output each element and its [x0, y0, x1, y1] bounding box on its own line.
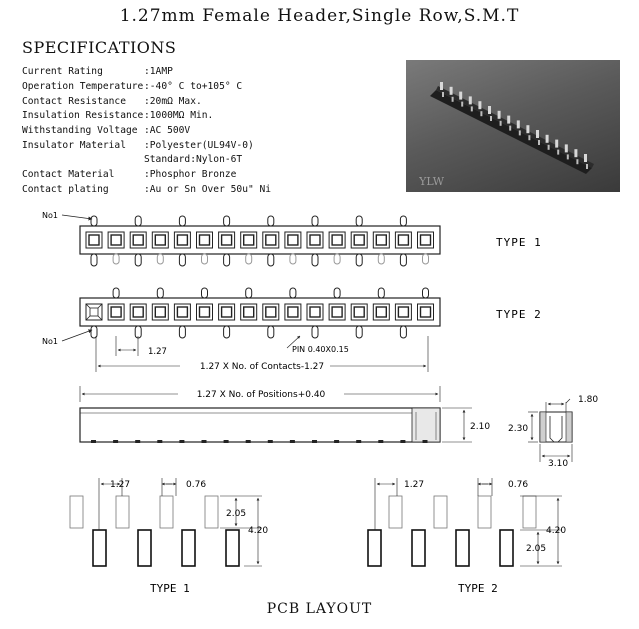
contact-inner	[111, 307, 121, 317]
pcb1-top-pads	[70, 496, 218, 528]
pcb-layout-type2	[368, 478, 566, 566]
pcb1-pad-width-label: 0.76	[186, 480, 207, 490]
pcb-pad	[500, 530, 513, 566]
pcb2-bottom-pads	[368, 530, 513, 566]
front-pin	[423, 440, 428, 443]
pcb-layout-title: PCB LAYOUT	[266, 601, 373, 617]
spec-label: Current Rating	[22, 66, 103, 77]
spec-value: Standard:Nylon-6T	[144, 154, 243, 165]
pcb2-gap-label: 2.05	[526, 544, 547, 554]
spec-label: Contact Resistance	[22, 96, 126, 107]
spec-value: :-40° C to+105° C	[144, 81, 243, 92]
pcb-pad	[523, 496, 536, 528]
pin	[91, 216, 97, 226]
specifications-heading: SPECIFICATIONS	[22, 38, 177, 57]
pin	[400, 216, 406, 226]
page-title: 1.27mm Female Header,Single Row,S.M.T	[119, 6, 520, 26]
front-elevation	[80, 386, 490, 443]
pin	[268, 254, 274, 266]
contact-inner	[155, 235, 165, 245]
pin	[423, 288, 429, 298]
positions-dimension-label: 1.27 X No. of Positions+0.40	[196, 390, 326, 400]
pin	[179, 216, 185, 226]
type2-pins-bottom	[91, 326, 406, 338]
contact-inner	[200, 235, 210, 245]
pcb-pad	[389, 496, 402, 528]
pcb-pad	[182, 530, 195, 566]
height-label: 2.10	[470, 422, 491, 432]
pin-size-label: PIN 0.40X0.15	[292, 345, 349, 354]
pin	[91, 254, 97, 266]
front-pin	[356, 440, 361, 443]
type1-pins-bottom	[91, 254, 429, 266]
pin	[113, 288, 119, 298]
no1-label-type2: No1	[42, 337, 58, 346]
pcb-pad	[138, 530, 151, 566]
pcb-pad	[478, 496, 491, 528]
pin	[400, 254, 406, 266]
pin	[356, 326, 362, 338]
contact-inner	[376, 307, 386, 317]
photo-watermark: YLW	[419, 175, 444, 188]
pin	[290, 254, 296, 264]
contact-inner	[288, 235, 298, 245]
spec-label: Withstanding Voltage	[22, 125, 138, 136]
front-pin	[312, 440, 317, 443]
pcb2-pad-width-label: 0.76	[508, 480, 529, 490]
pcb-pad	[226, 530, 239, 566]
contact-inner	[133, 235, 143, 245]
front-pin	[113, 440, 118, 443]
pin	[400, 326, 406, 338]
side-section-view	[508, 395, 598, 469]
spec-value: :AC 500V	[144, 125, 191, 136]
pcb-pad	[160, 496, 173, 528]
side-bottom-label: 3.10	[548, 459, 569, 469]
contact-inner	[244, 307, 254, 317]
contact-inner	[310, 235, 320, 245]
pin	[202, 288, 208, 298]
pcb-pad	[70, 496, 83, 528]
pin	[157, 254, 163, 264]
contact-inner	[90, 308, 98, 316]
contact-inner	[111, 235, 121, 245]
spec-value: :Au or Sn Over 50u" Ni	[144, 184, 272, 195]
pcb1-bottom-pads	[93, 530, 239, 566]
pin	[135, 216, 141, 226]
contact-inner	[177, 235, 187, 245]
pcb-type2-label: TYPE 2	[458, 582, 498, 595]
pin	[268, 326, 274, 338]
spec-label: Insulator Material	[22, 140, 126, 151]
pcb-pad	[412, 530, 425, 566]
no1-label-type1: No1	[42, 211, 58, 220]
contact-inner	[376, 235, 386, 245]
pin	[423, 254, 429, 264]
front-pin	[378, 440, 383, 443]
side-top-label: 1.80	[578, 395, 599, 405]
pin	[312, 254, 318, 266]
spec-label: Contact plating	[22, 184, 109, 195]
spec-label: Insulation Resistance	[22, 110, 144, 121]
pin	[312, 326, 318, 338]
pin	[334, 288, 340, 298]
contact-inner	[89, 235, 99, 245]
pin	[224, 254, 230, 266]
pcb-type1-label: TYPE 1	[150, 582, 190, 595]
pcb1-total-label: 4.20	[248, 526, 269, 536]
spec-value: :1000MΩ Min.	[144, 110, 214, 121]
contact-inner	[266, 235, 276, 245]
contact-inner	[421, 307, 431, 317]
contact-inner	[266, 307, 276, 317]
pcb-pad	[116, 496, 129, 528]
contact-inner	[398, 307, 408, 317]
pitch-label: 1.27	[148, 347, 167, 357]
pin	[179, 254, 185, 266]
spec-value: :1AMP	[144, 66, 173, 77]
pin	[179, 326, 185, 338]
front-pin	[179, 440, 184, 443]
pcb-pad	[456, 530, 469, 566]
pcb2-total-label: 4.20	[546, 526, 567, 536]
no1-leader-type2	[62, 330, 92, 341]
pin	[356, 216, 362, 226]
front-pin	[157, 440, 162, 443]
front-pin	[224, 440, 229, 443]
contact-inner	[177, 307, 187, 317]
pcb-pad	[205, 496, 218, 528]
pin	[378, 254, 384, 264]
pin	[135, 254, 141, 266]
contact-inner	[354, 307, 364, 317]
pin	[224, 326, 230, 338]
pcb-pad	[434, 496, 447, 528]
front-pin	[290, 440, 295, 443]
contact-inner	[332, 235, 342, 245]
pcb-pad	[368, 530, 381, 566]
pin	[246, 254, 252, 264]
contact-inner	[310, 307, 320, 317]
front-pin	[202, 440, 207, 443]
pin	[157, 288, 163, 298]
pin	[290, 288, 296, 298]
contact-inner	[354, 235, 364, 245]
contact-inner	[200, 307, 210, 317]
front-pin	[91, 440, 96, 443]
spec-label: Operation Temperature	[22, 81, 144, 92]
front-pin	[268, 440, 273, 443]
spec-value: :Phosphor Bronze	[144, 169, 237, 180]
pcb1-pitch-label: 1.27	[110, 480, 131, 490]
pin	[312, 216, 318, 226]
type1-top-view	[42, 211, 440, 266]
contact-inner	[222, 307, 232, 317]
contact-inner	[288, 307, 298, 317]
pcb-layout-type1	[70, 478, 268, 566]
pin	[356, 254, 362, 266]
pin	[334, 254, 340, 264]
no1-leader-type1	[62, 215, 92, 219]
front-pin	[135, 440, 140, 443]
type2-top-view	[42, 288, 440, 372]
pin	[202, 254, 208, 264]
contact-inner	[398, 235, 408, 245]
spec-value: :20mΩ Max.	[144, 96, 202, 107]
side-height-label: 2.30	[508, 424, 529, 434]
pcb2-pitch-label: 1.27	[404, 480, 425, 490]
contact-inner	[421, 235, 431, 245]
type2-pins-top	[113, 288, 428, 298]
front-pin	[246, 440, 251, 443]
type1-label: TYPE 1	[496, 236, 542, 249]
contact-inner	[155, 307, 165, 317]
pin	[224, 216, 230, 226]
contact-inner	[222, 235, 232, 245]
type2-label: TYPE 2	[496, 308, 542, 321]
front-pin	[334, 440, 339, 443]
front-pin	[400, 440, 405, 443]
contact-inner	[332, 307, 342, 317]
contact-inner	[133, 307, 143, 317]
pcb-pad	[93, 530, 106, 566]
type1-pins-top	[91, 216, 406, 226]
pin	[378, 288, 384, 298]
spec-value: :Polyester(UL94V-0)	[144, 140, 254, 151]
spec-label: Contact Material	[22, 169, 115, 180]
pin	[268, 216, 274, 226]
pcb1-gap-label: 2.05	[226, 509, 247, 519]
pcb2-top-pads	[389, 496, 536, 528]
pin	[113, 254, 119, 264]
contacts-dimension-label: 1.27 X No. of Contacts-1.27	[199, 362, 325, 372]
pin	[246, 288, 252, 298]
contact-inner	[244, 235, 254, 245]
